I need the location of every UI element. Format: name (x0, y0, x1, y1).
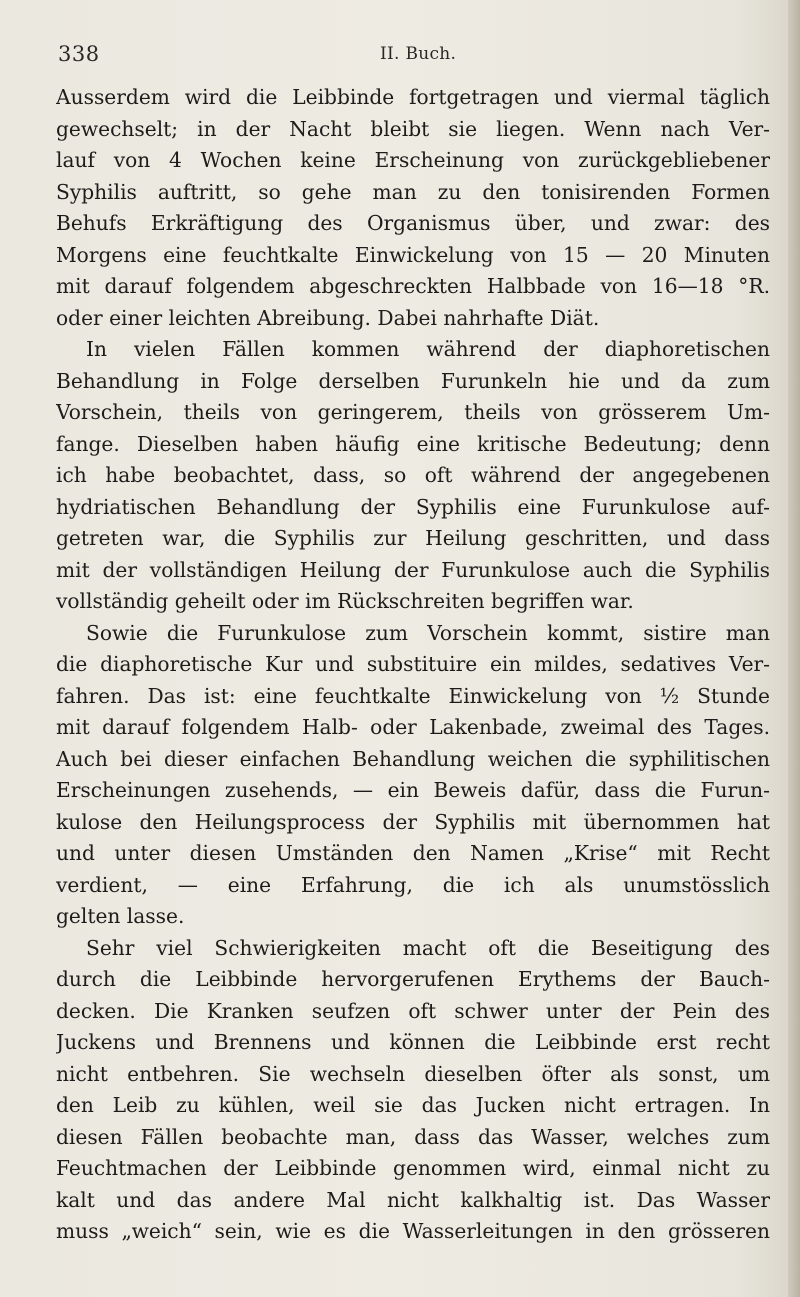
text-line: Syphilis auftritt, so gehe man zu den tonisirenden Formen (56, 179, 770, 204)
text-line: getreten war, die Syphilis zur Heilung geschritten, und dass (56, 526, 770, 550)
page-header (0, 42, 800, 78)
text-line: Ausserdem wird die Leibbinde fortgetragen und viermal täglich (56, 85, 770, 109)
text-line: fange. Dieselben haben häufig eine kritische Bedeutung; denn (56, 431, 770, 456)
text-line: Behandlung in Folge derselben Furunkeln hie und da zum (56, 368, 770, 393)
text-line: verdient, — eine Erfahrung, die ich als unumstösslich (56, 872, 770, 897)
text-line: den Leib zu kühlen, weil sie das Jucken nicht ertragen. In (56, 1093, 770, 1117)
text-line: fahren. Das ist: eine feuchtkalte Einwickelung von ½ Stunde (56, 683, 770, 708)
running-head: II. Buch. (380, 44, 457, 64)
text-line: kulose den Heilungsprocess der Syphilis mit übernommen hat (56, 809, 770, 834)
text-line: Feuchtmachen der Leibbinde genommen wird, einmal nicht zu (56, 1156, 770, 1180)
text-line: vollständig geheilt oder im Rückschreiten begriffen war. (56, 589, 634, 613)
text-line: mit der vollständigen Heilung der Furunkulose auch die Syphilis (56, 557, 770, 582)
text-line: Behufs Erkräftigung des Organismus über, und zwar: des (56, 211, 770, 235)
text-line: Vorschein, theils von geringerem, theils von grösserem Um- (56, 400, 770, 424)
text-line: nicht entbehren. Sie wechseln dieselben öfter als sonst, um (56, 1061, 770, 1086)
text-line: mit darauf folgendem abgeschreckten Halbbade von 16—18 °R. (56, 274, 770, 298)
text-line: gewechselt; in der Nacht bleibt sie liegen. Wenn nach Ver- (56, 116, 770, 141)
text-line: ich habe beobachtet, dass, so oft während der angegebenen (56, 463, 770, 487)
page-edge-shadow (788, 0, 800, 1297)
text-line: hydriatischen Behandlung der Syphilis eine Furunkulose auf- (56, 494, 770, 519)
text-line: Morgens eine feuchtkalte Einwickelung von 15 — 20 Minuten (56, 242, 770, 267)
text-line: decken. Die Kranken seufzen oft schwer unter der Pein des (56, 998, 770, 1023)
text-line: Sehr viel Schwierigkeiten macht oft die Beseitigung des (86, 935, 770, 960)
text-line: lauf von 4 Wochen keine Erscheinung von zurückgebliebener (56, 148, 770, 172)
text-line: Sowie die Furunkulose zum Vorschein kommt, sistire man (86, 620, 770, 645)
text-line: Auch bei dieser einfachen Behandlung weichen die syphilitischen (56, 746, 770, 771)
text-line: muss „weich“ sein, wie es die Wasserleitungen in den grösseren (56, 1219, 770, 1243)
text-line: und unter diesen Umständen den Namen „Krise“ mit Recht (56, 841, 770, 865)
text-line: In vielen Fällen kommen während der diaphoretischen (86, 337, 770, 361)
page-number: 338 (58, 42, 100, 66)
text-line: die diaphoretische Kur und substituire ein mildes, sedatives Ver- (56, 652, 770, 676)
text-line: diesen Fällen beobachte man, dass das Wasser, welches zum (56, 1124, 770, 1149)
text-line: oder einer leichten Abreibung. Dabei nahrhafte Diät. (56, 305, 600, 330)
body-text (56, 82, 770, 1248)
text-line: kalt und das andere Mal nicht kalkhaltig ist. Das Wasser (56, 1187, 770, 1212)
text-line: gelten lasse. (56, 904, 185, 928)
text-line: Juckens und Brennens und können die Leibbinde erst recht (56, 1030, 770, 1054)
text-line: Erscheinungen zusehends, — ein Beweis dafür, dass die Furun- (56, 778, 770, 802)
text-line: mit darauf folgendem Halb- oder Lakenbade, zweimal des Tages. (56, 715, 770, 739)
text-line: durch die Leibbinde hervorgerufenen Erythems der Bauch- (56, 967, 770, 991)
